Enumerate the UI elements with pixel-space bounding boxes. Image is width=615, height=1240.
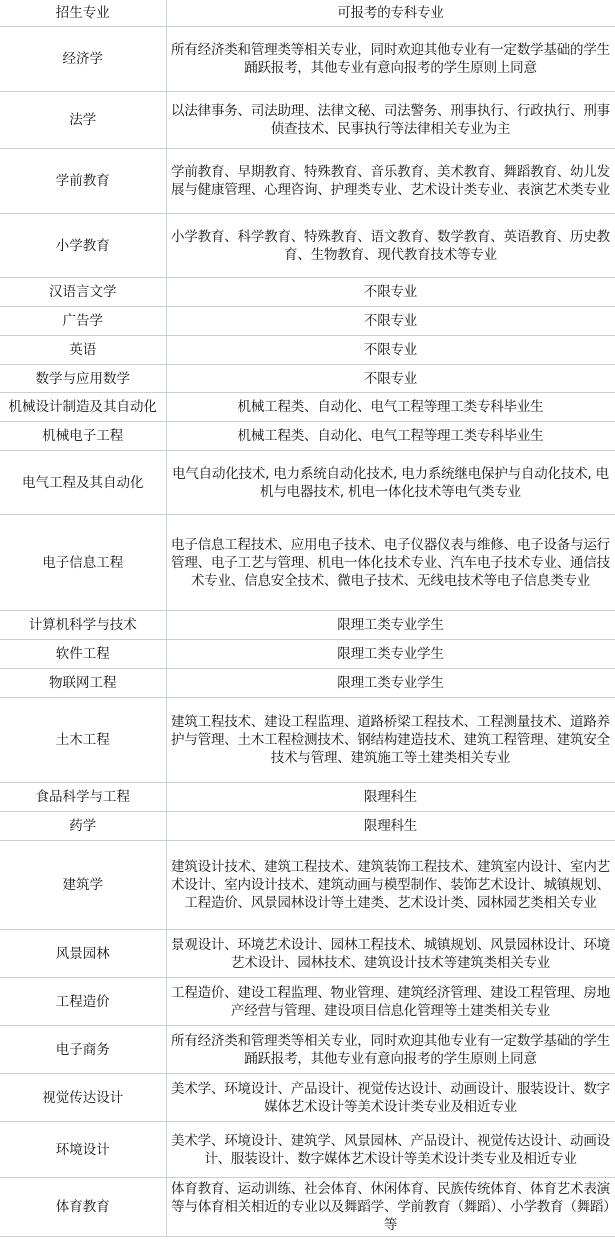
table-row bbox=[0, 640, 615, 669]
major-name-cell: 土木工程 bbox=[0, 698, 166, 783]
eligible-majors-cell: 工程造价、建设工程监理、物业管理、建筑经济管理、建设工程管理、房地产经营与管理、建设项目信息化管理等土建类相关专业 bbox=[166, 978, 615, 1026]
major-name-cell: 广告学 bbox=[0, 307, 166, 336]
table-row bbox=[0, 92, 615, 149]
eligible-majors-cell: 限理工类专业学生 bbox=[166, 611, 615, 640]
major-name-cell: 软件工程 bbox=[0, 640, 166, 669]
eligible-majors-cell: 建筑设计技术、建筑工程技术、建筑装饰工程技术、建筑室内设计、室内艺术设计、室内设计技术、建筑动画与模型制作、装饰艺术设计、城镇规划、工程造价、风景园林设计等土建类、艺术设计类、园林园艺类相关专业 bbox=[166, 841, 615, 930]
major-name-cell: 计算机科学与技术 bbox=[0, 611, 166, 640]
eligible-majors-cell: 不限专业 bbox=[166, 307, 615, 336]
table-row bbox=[0, 515, 615, 611]
eligible-majors-cell: 限理科生 bbox=[166, 783, 615, 812]
header-major: 招生专业 bbox=[0, 0, 166, 27]
major-name-cell: 建筑学 bbox=[0, 841, 166, 930]
eligible-majors-cell: 不限专业 bbox=[166, 278, 615, 307]
table-row bbox=[0, 307, 615, 336]
table-row bbox=[0, 336, 615, 365]
major-name-cell: 体育教育 bbox=[0, 1178, 166, 1237]
table-row bbox=[0, 783, 615, 812]
eligible-majors-cell: 机械工程类、自动化、电气工程等理工类专科毕业生 bbox=[166, 422, 615, 451]
major-name-cell: 药学 bbox=[0, 812, 166, 841]
eligible-majors-cell: 电子信息工程技术、应用电子技术、电子仪器仪表与维修、电子设备与运行管理、电子工艺与管理、机电一体化技术专业、汽车电子技术专业、通信技术专业、信息安全技术、微电子技术、无线电技术等电子信息类专业 bbox=[166, 515, 615, 611]
major-name-cell: 经济学 bbox=[0, 27, 166, 92]
eligible-majors-cell: 机械工程类、自动化、电气工程等理工类专科毕业生 bbox=[166, 393, 615, 422]
eligible-majors-cell: 所有经济类和管理类等相关专业，同时欢迎其他专业有一定数学基础的学生踊跃报考，其他专业有意向报考的学生原则上同意 bbox=[166, 1026, 615, 1074]
table-row bbox=[0, 27, 615, 92]
eligible-majors-cell: 不限专业 bbox=[166, 336, 615, 365]
major-name-cell: 机械设计制造及其自动化 bbox=[0, 393, 166, 422]
major-name-cell: 法学 bbox=[0, 92, 166, 149]
eligible-majors-cell: 体育教育、运动训练、社会体育、休闲体育、民族传统体育、体育艺术表演等与体育相关相近的专业以及舞蹈学、学前教育（舞蹈）、小学教育（舞蹈）等 bbox=[166, 1178, 615, 1237]
major-name-cell: 电子商务 bbox=[0, 1026, 166, 1074]
eligible-majors-cell: 限理科生 bbox=[166, 812, 615, 841]
eligible-majors-cell: 美术学、环境设计、产品设计、视觉传达设计、动画设计、服装设计、数字媒体艺术设计等美术设计类专业及相近专业 bbox=[166, 1074, 615, 1122]
eligible-majors-cell: 以法律事务、司法助理、法律文秘、司法警务、刑事执行、行政执行、刑事侦查技术、民事执行等法律相关专业为主 bbox=[166, 92, 615, 149]
major-name-cell: 食品科学与工程 bbox=[0, 783, 166, 812]
table-row bbox=[0, 1178, 615, 1237]
major-name-cell: 环境设计 bbox=[0, 1122, 166, 1178]
table-row bbox=[0, 451, 615, 515]
table-row bbox=[0, 698, 615, 783]
major-name-cell: 电气工程及其自动化 bbox=[0, 451, 166, 515]
major-name-cell: 工程造价 bbox=[0, 978, 166, 1026]
table-row bbox=[0, 393, 615, 422]
table-row bbox=[0, 930, 615, 978]
eligible-majors-cell: 美术学、环境设计、建筑学、风景园林、产品设计、视觉传达设计、动画设计、服装设计、数字媒体艺术设计等美术设计类专业及相近专业 bbox=[166, 1122, 615, 1178]
eligible-majors-cell: 学前教育、早期教育、特殊教育、音乐教育、美术教育、舞蹈教育、幼儿发展与健康管理、心理咨询、护理类专业、艺术设计类专业、表演艺术类专业 bbox=[166, 149, 615, 214]
major-name-cell: 学前教育 bbox=[0, 149, 166, 214]
major-name-cell: 英语 bbox=[0, 336, 166, 365]
table-row bbox=[0, 1122, 615, 1178]
eligible-majors-cell: 所有经济类和管理类等相关专业，同时欢迎其他专业有一定数学基础的学生踊跃报考，其他专业有意向报考的学生原则上同意 bbox=[166, 27, 615, 92]
eligible-majors-cell: 不限专业 bbox=[166, 365, 615, 393]
table-header-row bbox=[0, 0, 615, 27]
table-row bbox=[0, 812, 615, 841]
table-row bbox=[0, 214, 615, 278]
major-name-cell: 汉语言文学 bbox=[0, 278, 166, 307]
eligible-majors-cell: 建筑工程技术、建设工程监理、道路桥梁工程技术、工程测量技术、道路养护与管理、土木工程检测技术、钢结构建造技术、建筑工程管理、建筑安全技术与管理、建筑施工等土建类相关专业 bbox=[166, 698, 615, 783]
table-row bbox=[0, 611, 615, 640]
table-row bbox=[0, 149, 615, 214]
major-name-cell: 风景园林 bbox=[0, 930, 166, 978]
header-eligible-majors: 可报考的专科专业 bbox=[166, 0, 615, 27]
major-name-cell: 机械电子工程 bbox=[0, 422, 166, 451]
major-name-cell: 电子信息工程 bbox=[0, 515, 166, 611]
eligible-majors-cell: 小学教育、科学教育、特殊教育、语文教育、数学教育、英语教育、历史教育、生物教育、现代教育技术等专业 bbox=[166, 214, 615, 278]
eligible-majors-cell: 景观设计、环境艺术设计、园林工程技术、城镇规划、风景园林设计、环境艺术设计、园林技术、建筑设计技术等建筑类相关专业 bbox=[166, 930, 615, 978]
table-row bbox=[0, 278, 615, 307]
major-name-cell: 视觉传达设计 bbox=[0, 1074, 166, 1122]
table-row bbox=[0, 669, 615, 698]
major-name-cell: 物联网工程 bbox=[0, 669, 166, 698]
table-row bbox=[0, 365, 615, 393]
table-row bbox=[0, 1074, 615, 1122]
table-row bbox=[0, 1026, 615, 1074]
table-row bbox=[0, 422, 615, 451]
major-name-cell: 数学与应用数学 bbox=[0, 365, 166, 393]
table-row bbox=[0, 841, 615, 930]
eligible-majors-cell: 限理工类专业学生 bbox=[166, 669, 615, 698]
table-row bbox=[0, 978, 615, 1026]
eligible-majors-cell: 电气自动化技术, 电力系统自动化技术, 电力系统继电保护与自动化技术, 电机与电器技术, 机电一体化技术等电气类专业 bbox=[166, 451, 615, 515]
eligible-majors-cell: 限理工类专业学生 bbox=[166, 640, 615, 669]
major-name-cell: 小学教育 bbox=[0, 214, 166, 278]
